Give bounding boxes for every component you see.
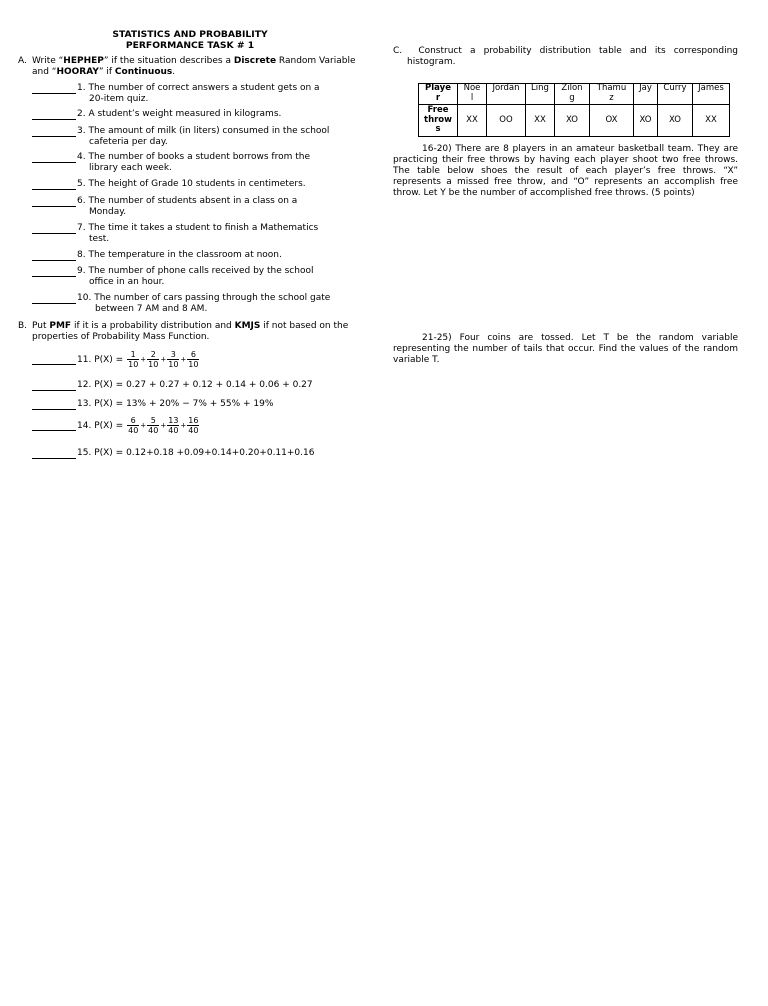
answer-blank[interactable] (32, 251, 76, 261)
fraction: $\frac{16}{40}$ (188, 416, 199, 435)
answer-blank[interactable] (32, 84, 76, 94)
answer-blank[interactable] (32, 224, 76, 234)
question-12: 12. P(X) = 0.27 + 0.27 + 0.12 + 0.14 + 0.06 + 0.27 (32, 380, 352, 391)
answer-blank[interactable] (32, 180, 76, 190)
answer-blank[interactable] (32, 449, 76, 459)
discrete-keyword: Discrete (233, 56, 277, 66)
section-b-label: B. (18, 321, 28, 331)
table-cell: XO (634, 105, 658, 137)
table-cell: James (693, 84, 730, 105)
fraction: $\frac{5}{40}$ (148, 416, 159, 435)
free-throw-table (418, 83, 730, 137)
fraction: $\frac{6}{40}$ (128, 416, 139, 435)
fraction: $\frac{13}{40}$ (168, 416, 179, 435)
answer-blank[interactable] (32, 127, 76, 137)
question-item: 6. The number of students absent in a class on a Monday. (32, 196, 352, 217)
answer-blank[interactable] (32, 197, 76, 207)
question-15: 15. P(X) = 0.12+0.18 +0.09+0.14+0.20+0.11+0.16 (32, 448, 352, 459)
page-title (85, 29, 295, 51)
table-cell: Ling (526, 84, 555, 105)
fraction: $\frac{6}{10}$ (188, 350, 199, 369)
table-cell: XX (458, 105, 487, 137)
table-cell: XO (555, 105, 590, 137)
table-header-cell: Playe r (419, 84, 458, 105)
answer-blank[interactable] (32, 153, 76, 163)
question-item: 4. The number of books a student borrows from the library each week. (32, 152, 352, 173)
question-item: 8. The temperature in the classroom at noon. (32, 250, 352, 261)
table-cell: XX (693, 105, 730, 137)
problem-21-25: 21-25) Four coins are tossed. Let T be the random variable representing the number of tails that occur. Find the values of the random variable T. (393, 333, 738, 365)
table-cell: Zilon g (555, 84, 590, 105)
table-cell: Jordan (487, 84, 526, 105)
hooray-keyword: HOORAY (56, 67, 99, 77)
question-item: 7. The time it takes a student to finish a Mathematics test. (32, 223, 352, 244)
continuous-keyword: Continuous (114, 67, 173, 77)
answer-blank[interactable] (32, 294, 76, 304)
section-a-label: A. (18, 56, 27, 66)
answer-blank[interactable] (32, 267, 76, 277)
kmjs-keyword: KMJS (234, 321, 261, 331)
question-item: 5. The height of Grade 10 students in centimeters. (32, 179, 352, 190)
table-header-cell: Free throw s (419, 105, 458, 137)
table-cell: Thamu z (590, 84, 634, 105)
answer-blank[interactable] (32, 421, 76, 431)
table-cell: XO (658, 105, 693, 137)
section-c-label: C. (393, 46, 403, 56)
table-cell: Jay (634, 84, 658, 105)
fraction: $\frac{1}{10}$ (128, 350, 139, 369)
answer-blank[interactable] (32, 400, 76, 410)
problem-16-20: 16-20) There are 8 players in an amateur basketball team. They are practicing their free throws by having each player shoot two free throws. The table below shoes the result of each player’s free throws. “X” represents a missed free throw, and “O” represents an accomplish free throw. Let Y be the number of accomplished free throws. (5 points) (393, 144, 738, 198)
question-item: 10. The number of cars passing through the school gate between 7 AM and 8 AM. (32, 293, 352, 314)
section-c-instructions: C. Construct a probability distribution table and its corresponding histogram. (393, 46, 738, 67)
question-13: 13. P(X) = 13% + 20% − 7% + 55% + 19% (32, 399, 352, 410)
question-item: 2. A student’s weight measured in kilograms. (32, 109, 352, 120)
question-item: 3. The amount of milk (in liters) consumed in the school cafeteria per day. (32, 126, 352, 147)
title-line-1: STATISTICS AND PROBABILITY (112, 29, 268, 40)
table-cell: Noe l (458, 84, 487, 105)
question-item: 1. The number of correct answers a student gets on a 20-item quiz. (32, 83, 352, 104)
question-item: 9. The number of phone calls received by the school office in an hour. (32, 266, 352, 287)
fraction: $\frac{2}{10}$ (148, 350, 159, 369)
answer-blank[interactable] (32, 355, 76, 365)
question-11: 11. P(X) = $\frac{1}{10}$ + $\frac{2}{10}$ + $\frac{3}{10}$ + $\frac{6}{10}$ (32, 350, 352, 369)
table-cell: Curry (658, 84, 693, 105)
answer-blank[interactable] (32, 110, 76, 120)
answer-blank[interactable] (32, 381, 76, 391)
table-row (419, 105, 730, 137)
table-cell: OX (590, 105, 634, 137)
table-row (419, 84, 730, 105)
table-cell: XX (526, 105, 555, 137)
table-cell: OO (487, 105, 526, 137)
hephep-keyword: HEPHEP (63, 56, 104, 66)
title-line-2: PERFORMANCE TASK # 1 (125, 40, 255, 51)
question-14: 14. P(X) = $\frac{6}{40}$ + $\frac{5}{40}$ + $\frac{13}{40}$ + $\frac{16}{40}$ (32, 416, 352, 435)
fraction: $\frac{3}{10}$ (168, 350, 179, 369)
pmf-keyword: PMF (49, 321, 72, 331)
